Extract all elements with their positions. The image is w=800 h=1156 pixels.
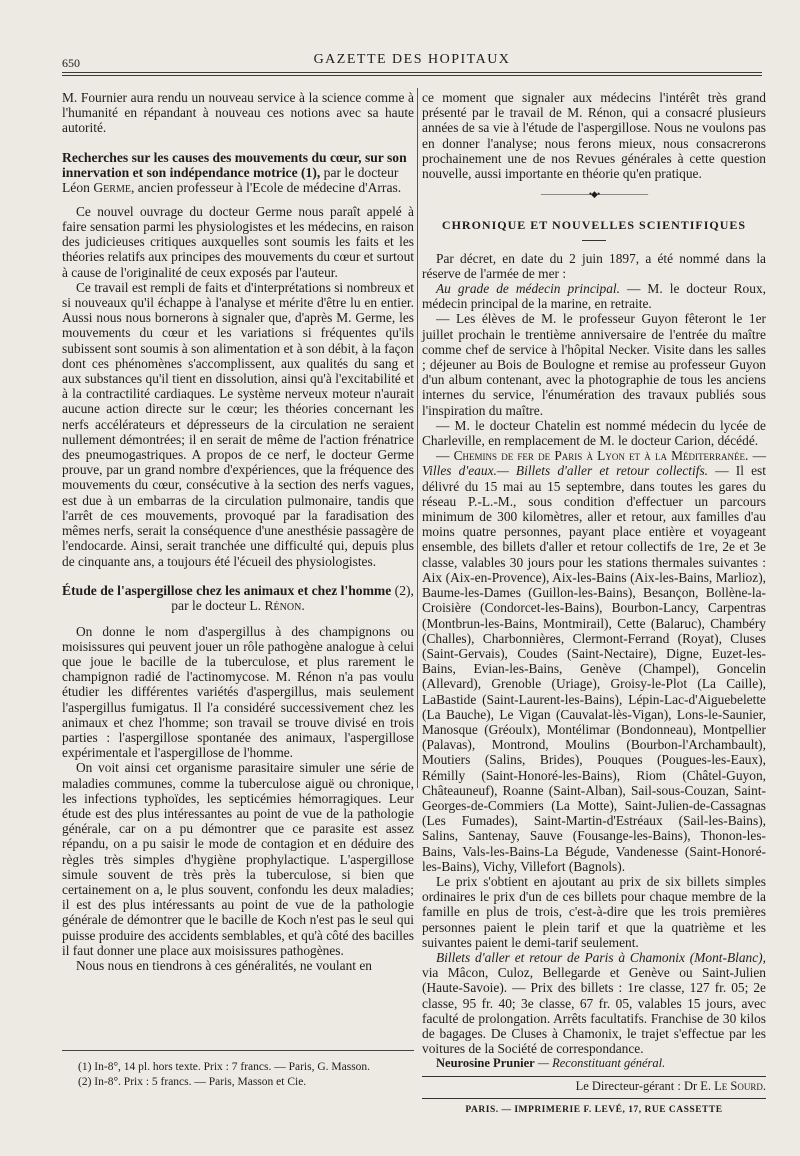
directeur-gerant bbox=[422, 1079, 766, 1094]
left-column bbox=[62, 90, 414, 973]
gerant-label: Le Directeur-gérant : Dr E. bbox=[575, 1078, 715, 1093]
news-decret-name: — M. le docteur Roux, médecin principal de la marine, en retraite. bbox=[422, 281, 766, 312]
renon-continuation: ce moment que signaler aux médecins l'intérêt très grand présenté par le travail de M. Rénon, qui a consacré plusieurs années de sa vie à l'étude de l'aspergillose. Nous ne voulons pas en donner l'analyse; nous ferons mieux, nous consacrerons prochainement une de nos Revues générales à cette question nouvelle, aussi importante en théorie qu'en pratique. bbox=[422, 90, 766, 182]
article-germe-paragraph-2: Ce travail est rempli de faits et d'interprétations si nombreux et si nouveaux qu'il échappe à l'analyse et mérite d'être lu en entier. Aussi nous nous bornerons à signaler que, d'après M. Germe, les mouvements du cœur et les variations si fréquentes qu'ils subissent sont soumis à son alimentation et à son débit, à la façon dont ces phénomènes s'accomplissent, aux qualités du sang et aux substances qu'il tient en dissolution, ainsi qu'à l'excitabilité et à la contractilité cardiaques. Le système nerveux moteur n'aurait aucune action directe sur le cœur; les théories concernant les nerfs accélérateurs et dépresseurs de la circulation ne seraient nullement démontrées; il en serait de même de l'action frénatrice des pneumogastriques. A propos de ce nerf, le docteur Germe prouve, par un grand nombre d'expériences, que la fréquence des mouvements du cœur, consécutive à la section des nerfs vagues, est due à un embarras de la circulation pulmonaire, tandis que l'arrêt de ces mouvements, provoqué par la faradisation des mêmes nerfs, serait la conséquence d'une anesthésie passagère de l'endocarde. Ainsi, serait tranchée une difficulté qui, depuis plus de cinquante ans, a toujours été l'écueil des physiologistes. bbox=[62, 279, 414, 569]
news-plm-subtitle: Villes d'eaux.— Billets d'aller et retour collectifs. bbox=[422, 463, 709, 479]
news-plm-body: — Il est délivré du 15 mai au 15 septembre, dans toutes les gares du réseau P.-L.-M., sous condition d'effectuer un parcours minimum de 300 kilomètres, aller et retour, aux familles d'au moins quatre personnes, payant place entière et voyageant ensemble, des billets d'aller et retour collectifs de 1re, 2e et 3e classe, valables 30 jours pour les stations thermales suivantes : Aix (Aix-en-Provence), Aix-les-Bains (Aix-les-Bains, Marlioz), Baume-les-Dames (Guillon-les-Bains), Besançon, Bollène-la-Croisière (Condorcet-les-Bains), Bourbon-Lancy, Carpentras (Montbrun-les-Bains, Montmirail), Cette (Balaruc), Chambéry (Challes), Charbonnières, Clermont-Ferrand (Royat), Cluses (Saint-Gervais), Coudes (Saint-Nectaire), Digne, Euzet-les-Bains, Evian-les-Bains, Genève (Champel), Goncelin (Allevard), Grenoble (Uriage), Groisy-le-Plot (La Caille), LaBastide (Saint-Laurent-les-Bains), Lépin-Lac-d'Aiguebelette (La Bauche), Le Vigan (Cauvalat-lès-Vigan), Lons-le-Saunier, Manosque (Gréoulx), Montélimar (Bondonneau), Montpellier (Palavas), Montrond, Moulins (Bourbon-l'Archambault), Moutiers (Salins, Brides), Pouques (Pougues-les-Eaux), Rémilly (Saint-Honoré-les-Bains), Riom (Châtel-Guyon, Châteauneuf), Roanne (Saint-Alban), Sail-sous-Couzan, Saint-Georges-de-Commiers (La Motte), Saint-Julien-de-Cassagnas (Les Fumades), Saint-Martin-d'Estréaux (Sail-les-Bains), Salins, Santenay, Sauve (Fousange-les-Bains), Thonon-les-Bains, Vals-les-Bains-La Bégude, Vandenesse (Saint-Honoré-les-Bains), Vichy, Villefort (Bagnols). bbox=[422, 463, 766, 874]
footnotes bbox=[78, 1060, 414, 1090]
article-renon-byline-pre: (2), par le docteur L. bbox=[171, 582, 414, 614]
page-header bbox=[62, 50, 762, 70]
footnote-1: (1) In-8°, 14 pl. hors texte. Prix : 7 francs. — Paris, G. Masson. bbox=[78, 1061, 371, 1073]
header-rule-top bbox=[62, 72, 762, 73]
header-rule-bottom bbox=[62, 75, 762, 76]
advert-neurosine bbox=[422, 1056, 766, 1071]
article-renon-paragraph-3: Nous nous en tiendrons à ces généralités, ne voulant en bbox=[76, 957, 372, 973]
article-renon-author: Rénon bbox=[264, 598, 302, 614]
gerant-post: . bbox=[762, 1078, 766, 1093]
column-divider bbox=[417, 88, 418, 788]
page-number: 650 bbox=[62, 56, 80, 70]
news-decret-detail bbox=[422, 281, 766, 311]
article-germe-title: Recherches sur les causes des mouvements du cœur, sur son innervation et son indépendance motrice (1), bbox=[62, 149, 407, 181]
news-decret: Par décret, en date du 2 juin 1897, a été nommé dans la réserve de l'armée de mer : bbox=[422, 250, 766, 281]
news-chamonix-body: via Mâcon, Culoz, Bellegarde et Genève ou Saint-Julien (Haute-Savoie). — Prix des billets : 1re classe, 127 fr. 05; 2e classe, 95 fr. 40; 3e classe, 67 fr. 05, valables 15 jours, avec faculté de prolongation. Arrêts facultatifs. Franchise de 30 kilos de bagages. De Cluses à Chamonix, le trajet s'effectue par les voitures de la Société de correspondance. bbox=[422, 965, 766, 1057]
journal-title: GAZETTE DES HOPITAUX bbox=[313, 52, 511, 67]
chronique-title: CHRONIQUE ET NOUVELLES SCIENTIFIQUES bbox=[441, 218, 747, 233]
signature-rule bbox=[422, 1076, 766, 1077]
printer-imprint: PARIS. — IMPRIMERIE F. LEVÉ, 17, RUE CASSETTE bbox=[465, 1104, 723, 1115]
advert-neurosine-tagline: — Reconstituant général. bbox=[534, 1056, 666, 1071]
printer-rule bbox=[422, 1098, 766, 1099]
gerant-name: Le Sourd bbox=[714, 1078, 763, 1093]
news-chatelin: — M. le docteur Chatelin est nommé médecin du lycée de Charleville, en remplacement de M. le docteur Carion, décédé. bbox=[422, 417, 766, 449]
news-plm-heading: — Chemins de fer de Paris à Lyon et à la Méditerranée. bbox=[436, 448, 749, 464]
news-chamonix bbox=[422, 950, 766, 1056]
news-decret-grade: Au grade de médecin principal. bbox=[436, 281, 620, 297]
footnote-2: (2) In-8°. Prix : 5 francs. — Paris, Masson et Cie. bbox=[78, 1076, 307, 1088]
article-germe-paragraph-1: Ce nouvel ouvrage du docteur Germe nous paraît appelé à faire sensation parmi les physiologistes et les médecins, en raison des judicieuses critiques auxquelles sont soumis les faits et les théories relatifs aux principes des mouvements du cœur et surtout à cause de l'originalité de ceux exposés par l'auteur. bbox=[62, 203, 414, 280]
news-chamonix-title: Billets d'aller et retour de Paris à Chamonix (Mont-Blanc), bbox=[436, 949, 766, 965]
article-renon-byline-post: . bbox=[301, 598, 305, 614]
article-renon-heading bbox=[62, 583, 414, 614]
article-renon-paragraph-2: On voit ainsi cet organisme parasitaire simuler une série de maladies communes, comme la tuberculose aiguë ou chronique, les infections typhoïdes, les septicémies hémorragiques. Leur étude est des plus intéressantes au point de vue de la pathologie générale, car on a pu démontrer que ce parasite est assez répandu, on a pu saisir le mode de contagion et en déduire des règles très simples d'hygiène prophylactique. L'aspergillose simule souvent de très près la tuberculose, si bien que certainement on a, le plus souvent, confondu les deux maladies; il est des plus intéressants au point de vue de la pathologie générale de démontrer que le bacille de Koch n'est pas le seul qui puisse produire des accidents semblables, et qu'à côté des bacilles il faut donner une place aux moisissures pathogènes. bbox=[62, 760, 414, 958]
news-plm-heading-post: — bbox=[748, 448, 766, 464]
article-germe-byline-pre: par le docteur Léon bbox=[62, 165, 399, 196]
article-germe-heading bbox=[62, 150, 414, 196]
right-column bbox=[422, 90, 766, 1118]
news-guyon: — Les élèves de M. le professeur Guyon fêteront le 1er juillet prochain le trentième anniversaire de l'entrée du maître comme chef de service à l'hôpital Necker. Visite dans les salles ; déjeuner au Bois de Boulogne et remise au professeur Guyon d'un album contenant, avec la photographie de tous les anciens internes du service, l'énumération des travaux publiés sous l'inspiration du maître. bbox=[422, 311, 766, 418]
chronique-rule bbox=[582, 240, 606, 241]
advert-neurosine-name: Neurosine Prunier bbox=[436, 1056, 535, 1071]
section-ornament: ——————•◆•—————— bbox=[540, 189, 648, 200]
intro-paragraph: M. Fournier aura rendu un nouveau service à la science comme à l'humanité en répandant à nouveau ces notions avec sa haute autorité. bbox=[62, 90, 414, 136]
footnote-rule bbox=[62, 1050, 414, 1051]
article-renon-title: Étude de l'aspergillose chez les animaux et chez l'homme bbox=[62, 582, 392, 598]
news-plm-prices: Le prix s'obtient en ajoutant au prix de six billets simples ordinaires le prix d'un de ces billets pour chaque membre de la famille en plus de trois, c'est-à-dire que les trois premières personnes paient le plein tarif et que la quatrième et les suivantes paient le demi-tarif seulement. bbox=[422, 873, 766, 950]
news-plm bbox=[422, 448, 766, 874]
article-renon-paragraph-1: On donne le nom d'aspergillus à des champignons ou moisissures qui peuvent jouer un rôle pathogène analogue à celui que joue le bacille de la tuberculose, et plus rarement le champignon radié de l'actinomycose. M. Rénon n'a pas voulu étudier les différentes variétés d'aspergillus, mais seulement l'aspergillus fumigatus. Il l'a considéré successivement chez les animaux et chez l'homme; son travail se trouve divisé en trois parties : l'aspergillose spontanée des animaux, l'aspergillose expérimentale et l'aspergillose de l'homme. bbox=[62, 623, 414, 761]
article-germe-byline-post: , ancien professeur à l'Ecole de médecine d'Arras. bbox=[130, 180, 402, 196]
article-germe-author: Germe bbox=[93, 180, 131, 196]
